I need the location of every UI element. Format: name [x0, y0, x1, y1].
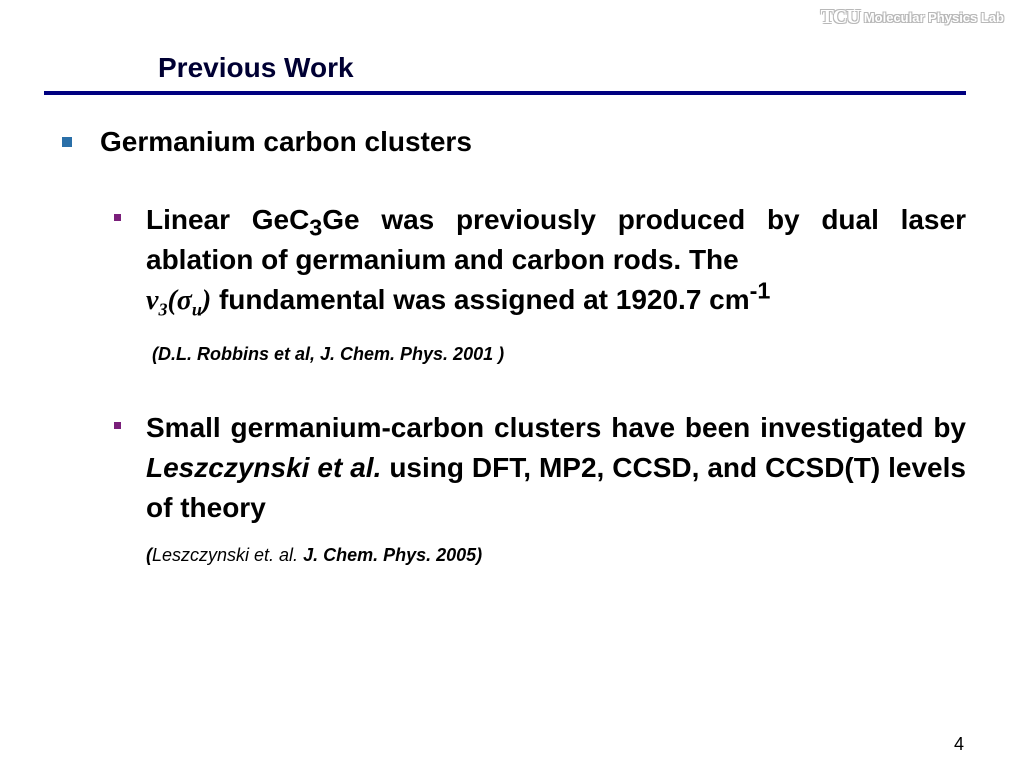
sub-bullet-text	[146, 408, 966, 528]
text-run: using DFT, MP2, CCSD, and CCSD(T) levels of theory	[146, 452, 966, 523]
square-bullet-icon	[114, 422, 121, 429]
text-run: Ge was previously produced by dual laser ablation of germanium and carbon rods. The	[146, 204, 966, 275]
text-run: Linear GeC	[146, 204, 310, 235]
lab-name: Molecular Physics Lab	[863, 10, 1004, 25]
title-underline	[44, 91, 966, 95]
lab-logo	[821, 6, 1004, 29]
slide-title: Previous Work	[158, 52, 354, 83]
v3-sigma-u-symbol: $v_3(\sigma_u)$	[146, 285, 212, 320]
page-number: 4	[953, 734, 964, 754]
author-name: Leszczynski et al.	[146, 452, 382, 483]
citation-leszczynski: (Leszczynski et. al. J. Chem. Phys. 2005)	[146, 545, 483, 565]
superscript: -1	[749, 277, 771, 304]
text-run: Small germanium-carbon clusters have been investigated by	[146, 412, 966, 443]
bullet-germanium-carbon	[62, 126, 472, 158]
tcu-logo-mark: TCU	[820, 6, 860, 28]
sub-bullet-text	[146, 200, 966, 321]
text-run: fundamental was assigned at 1920.7 cm	[218, 284, 750, 315]
square-bullet-icon	[62, 137, 72, 147]
citation-robbins: (D.L. Robbins et al, J. Chem. Phys. 2001 )	[152, 344, 505, 364]
square-bullet-icon	[114, 214, 121, 221]
bullet-text: Germanium carbon clusters	[100, 126, 472, 157]
subscript: 3	[309, 214, 323, 241]
